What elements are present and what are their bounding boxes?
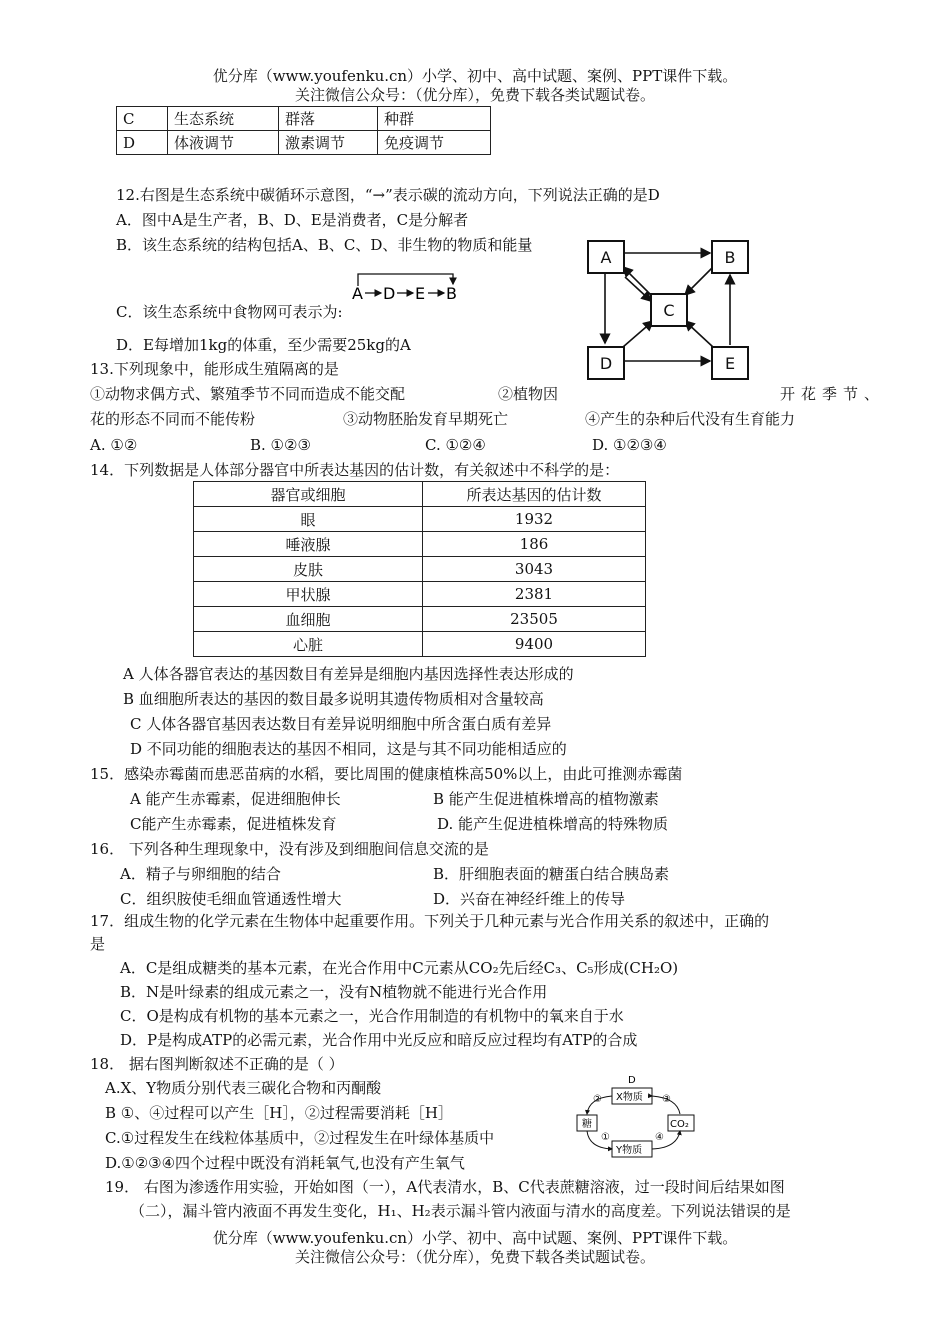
q15-option-b: B 能产生促进植株增高的植物激素 xyxy=(433,790,659,808)
table-row xyxy=(194,607,646,632)
food-chain-node-b: B xyxy=(446,284,457,303)
q12-option-d: D．E每增加1kg的体重，至少需要25kg的A xyxy=(116,336,411,354)
answer-options-table xyxy=(116,106,491,155)
table-cell: 生态系统 xyxy=(168,107,279,131)
table-row xyxy=(194,507,646,532)
q17-option-a: A．C是组成糖类的基本元素，在光合作用中C元素从CO₂先后经C₃、C₅形成(CH₂O) xyxy=(120,959,679,977)
respiration-photosynthesis-diagram xyxy=(575,1072,700,1167)
q13-item-1: ①动物求偶方式、繁殖季节不同而造成不能交配 xyxy=(90,385,406,403)
q15-stem: 15．感染赤霉菌而患恶苗病的水稻，要比周围的健康植株高50%以上，由此可推测赤霉菌 xyxy=(90,765,683,783)
diagram-step-2: ② xyxy=(593,1094,602,1105)
carbon-node-d: D xyxy=(587,346,625,380)
q18-option-a: A.X、Y物质分别代表三碳化合物和丙酮酸 xyxy=(105,1079,382,1097)
q16-option-d: D．兴奋在神经纤维上的传导 xyxy=(433,890,626,908)
table-cell: 23505 xyxy=(423,607,646,632)
food-chain-node-d: D xyxy=(383,284,396,303)
table-cell: C xyxy=(117,107,168,131)
q15-option-d: D. 能产生促进植株增高的特殊物质 xyxy=(437,815,669,833)
q16-option-c: C．组织胺使毛细血管通透性增大 xyxy=(120,890,342,908)
diagram-step-1: ① xyxy=(601,1132,610,1143)
table-cell: D xyxy=(117,131,168,155)
carbon-node-a: A xyxy=(587,240,625,274)
q14-stem: 14．下列数据是人体部分器官中所表达基因的估计数，有关叙述中不科学的是： xyxy=(90,461,620,479)
q18-option-b: B ①、④过程可以产生［H］，②过程需要消耗［H］ xyxy=(105,1104,453,1122)
table-row xyxy=(194,557,646,582)
q13-item-4: ④产生的杂种后代没有生育能力 xyxy=(585,410,796,428)
diagram-label-d: D xyxy=(628,1075,636,1086)
q13-option-b: B. ①②③ xyxy=(250,436,311,454)
q14-option-d: D 不同功能的细胞表达的基因不相同，这是与其不同功能相适应的 xyxy=(130,740,567,758)
page-header-line2: 关注微信公众号：（优分库），免费下载各类试题试卷。 xyxy=(294,86,655,104)
diagram-step-4: ④ xyxy=(655,1132,664,1143)
table-row xyxy=(194,582,646,607)
q14-option-b: B 血细胞所表达的基因的数目最多说明其遗传物质相对含量较高 xyxy=(123,690,544,708)
table-header-cell: 器官或细胞 xyxy=(194,482,423,507)
page-footer-line2: 关注微信公众号：（优分库），免费下载各类试题试卷。 xyxy=(294,1248,655,1266)
table-cell: 9400 xyxy=(423,632,646,657)
carbon-node-e: E xyxy=(711,346,749,380)
q15-option-c: C能产生赤霉素，促进植株发育 xyxy=(130,815,337,833)
diagram-x-substance: X物质 xyxy=(616,1092,643,1103)
q16-stem: 16． 下列各种生理现象中，没有涉及到细胞间信息交流的是 xyxy=(90,840,489,858)
table-cell: 甲状腺 xyxy=(194,582,423,607)
q12-option-b: B．该生态系统的结构包括A、B、C、D、非生物的物质和能量 xyxy=(116,236,533,254)
q13-item-2: ②植物因 xyxy=(498,385,559,403)
q12-option-a: A．图中A是生产者，B、D、E是消费者，C是分解者 xyxy=(116,211,469,229)
page-header-line1: 优分库（www.youfenku.cn）小学、初中、高中试题、案例、PPT课件下载。 xyxy=(212,67,738,85)
table-cell: 皮肤 xyxy=(194,557,423,582)
q15-option-a: A 能产生赤霉素，促进细胞伸长 xyxy=(130,790,341,808)
table-row xyxy=(117,131,491,155)
q13-item-3: ③动物胚胎发育早期死亡 xyxy=(343,410,509,428)
food-chain-node-e: E xyxy=(415,284,426,303)
table-cell: 3043 xyxy=(423,557,646,582)
table-cell: 种群 xyxy=(378,107,491,131)
table-cell: 血细胞 xyxy=(194,607,423,632)
table-cell: 激素调节 xyxy=(279,131,378,155)
table-cell: 186 xyxy=(423,532,646,557)
table-cell: 2381 xyxy=(423,582,646,607)
q13-option-d: D. ①②③④ xyxy=(592,436,667,454)
carbon-node-c: C xyxy=(650,293,688,327)
q19-line1: 19． 右图为渗透作用实验，开始如图（一），A代表清水，B、C代表蔗糖溶液，过一段时间后结果如图 xyxy=(105,1178,785,1196)
diagram-sugar: 糖 xyxy=(582,1119,592,1130)
table-cell: 1932 xyxy=(423,507,646,532)
diagram-y-substance: Y物质 xyxy=(616,1145,643,1156)
page-footer-line1: 优分库（www.youfenku.cn）小学、初中、高中试题、案例、PPT课件下载。 xyxy=(212,1229,738,1247)
table-cell: 群落 xyxy=(279,107,378,131)
q17-option-b: B．N是叶绿素的组成元素之一，没有N植物就不能进行光合作用 xyxy=(120,983,548,1001)
q17-stem: 17．组成生物的化学元素在生物体中起重要作用。下列关于几种元素与光合作用关系的叙述中，正确的 xyxy=(90,912,770,930)
table-cell: 唾液腺 xyxy=(194,532,423,557)
q18-option-d: D.①②③④四个过程中既没有消耗氧气,也没有产生氧气 xyxy=(105,1154,465,1172)
q17-option-c: C．O是构成有机物的基本元素之一，光合作用制造的有机物中的氧来自于水 xyxy=(120,1007,624,1025)
q17-stem-cont: 是 xyxy=(90,935,106,953)
q12-option-c: C．该生态系统中食物网可表示为: xyxy=(116,303,343,321)
q14-option-c: C 人体各器官基因表达数目有差异说明细胞中所含蛋白质有差异 xyxy=(130,715,552,733)
table-header-row xyxy=(194,482,646,507)
q13-item-2-cont: 开花季节、 xyxy=(780,385,886,403)
q16-option-b: B．肝细胞表面的糖蛋白结合胰岛素 xyxy=(433,865,670,883)
table-cell: 心脏 xyxy=(194,632,423,657)
q18-option-c: C.①过程发生在线粒体基质中，②过程发生在叶绿体基质中 xyxy=(105,1129,495,1147)
food-chain-node-a: A xyxy=(352,284,363,303)
q17-option-d: D．P是构成ATP的必需元素，光合作用中光反应和暗反应过程均有ATP的合成 xyxy=(120,1031,638,1049)
q12-stem: 12.右图是生态系统中碳循环示意图，“→”表示碳的流动方向，下列说法正确的是D xyxy=(116,186,660,204)
q14-option-a: A 人体各器官表达的基因数目有差异是细胞内基因选择性表达形成的 xyxy=(123,665,574,683)
q19-line2: （二），漏斗管内液面不再发生变化，H₁、H₂表示漏斗管内液面与清水的高度差。下列说法错误的是 xyxy=(130,1202,791,1220)
gene-expression-table xyxy=(193,481,646,657)
diagram-co2: CO₂ xyxy=(670,1119,689,1130)
table-cell: 免疫调节 xyxy=(378,131,491,155)
carbon-node-b: B xyxy=(711,240,749,274)
q13-stem: 13.下列现象中，能形成生殖隔离的是 xyxy=(90,360,339,378)
food-chain-diagram xyxy=(350,270,470,310)
q16-option-a: A．精子与卵细胞的结合 xyxy=(120,865,281,883)
q13-item-2-end: 花的形态不同而不能传粉 xyxy=(90,410,256,428)
q13-option-a: A. ①② xyxy=(90,436,138,454)
table-row xyxy=(194,632,646,657)
table-cell: 眼 xyxy=(194,507,423,532)
diagram-step-3: ③ xyxy=(662,1094,671,1105)
table-header-cell: 所表达基因的估计数 xyxy=(423,482,646,507)
table-cell: 体液调节 xyxy=(168,131,279,155)
table-row xyxy=(117,107,491,131)
table-row xyxy=(194,532,646,557)
q18-stem: 18． 据右图判断叙述不正确的是（ ） xyxy=(90,1055,344,1073)
q13-option-c: C. ①②④ xyxy=(425,436,486,454)
